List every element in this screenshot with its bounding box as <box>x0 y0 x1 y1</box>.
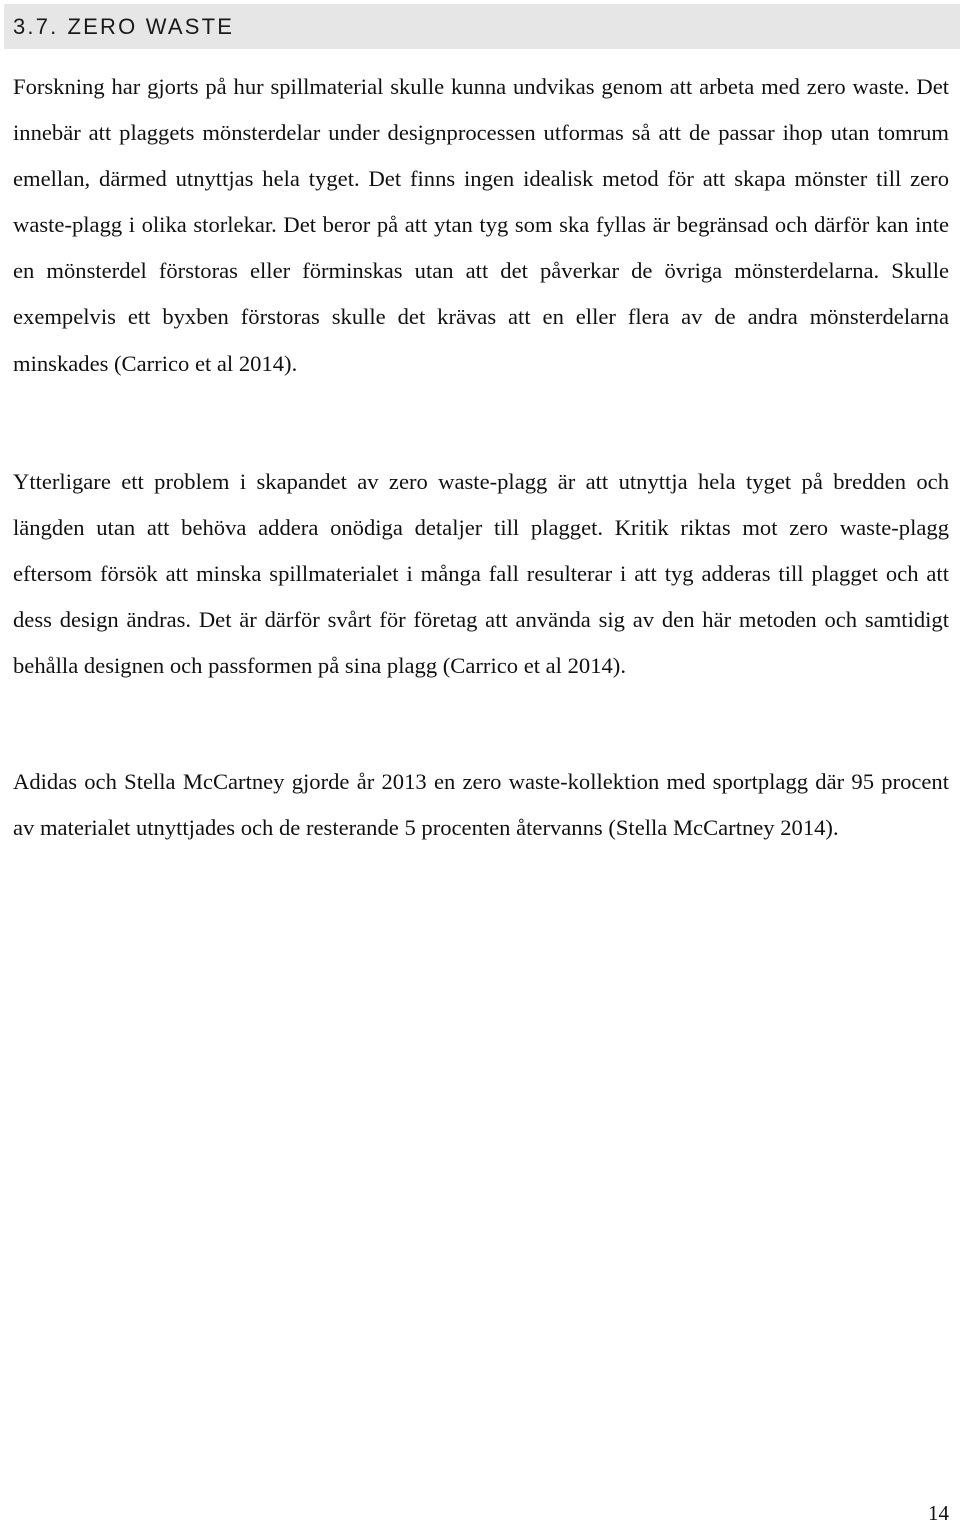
page-number: 14 <box>928 1501 949 1525</box>
paragraph: Adidas och Stella McCartney gjorde år 2013 en zero waste-kollektion med sportplagg där 95 procent av materialet utnyttjades och de resterande 5 procenten återvanns (Stella McCartney 2014). <box>13 769 949 841</box>
paragraph: Forskning har gjorts på hur spillmaterial skulle kunna undvikas genom att arbeta med zero waste. Det innebär att plaggets mönsterdelar under designprocessen utformas så att de passar ihop utan tomrum emellan, därmed utnyttjas hela tyget. Det finns ingen idealisk metod för att skapa mönster till zero waste-plagg i olika storlekar. Det beror på att ytan tyg som ska fyllas är begränsad och därför kan inte en mönsterdel förstoras eller förminskas utan att det påverkar de övriga mönsterdelarna. Skulle exempelvis ett byxben förstoras skulle det krävas att en eller flera av de andra mönsterdelarna minskades (Carrico et al 2014). <box>13 74 949 376</box>
paragraph: Ytterligare ett problem i skapandet av zero waste-plagg är att utnyttja hela tyget på bredden och längden utan att behöva addera onödiga detaljer till plagget. Kritik riktas mot zero waste-plagg eftersom försök att minska spillmaterialet i många fall resulterar i att tyg adderas till plagget och att dess design ändras. Det är därför svårt för företag att använda sig av den här metoden och samtidigt behålla designen och passformen på sina plagg (Carrico et al 2014). <box>13 469 949 679</box>
section-heading <box>4 4 960 49</box>
section-number: 3.7. <box>13 13 59 39</box>
section-title: ZERO WASTE <box>67 13 235 39</box>
